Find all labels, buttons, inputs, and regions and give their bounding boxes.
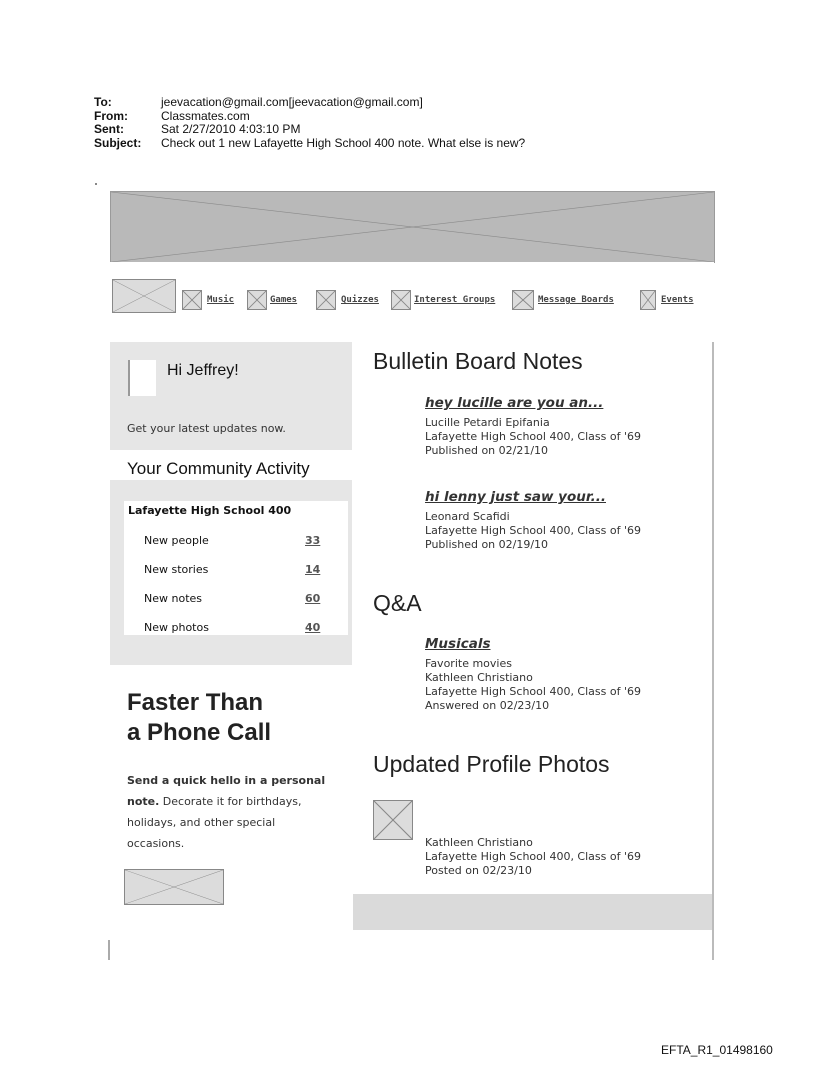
avatar (128, 360, 156, 396)
image-placeholder-icon (248, 291, 266, 309)
image-placeholder-icon (183, 291, 201, 309)
nav-link-quizzes[interactable]: Quizzes (341, 295, 379, 305)
subject-label: Subject: (94, 135, 142, 150)
promo-button-image[interactable] (124, 869, 224, 905)
note-date: Published on 02/21/10 (425, 444, 549, 457)
nav-link-message-boards[interactable]: Message Boards (538, 295, 614, 305)
note-author: Lucille Petardi Epifania (425, 416, 550, 429)
nav-link-games[interactable]: Games (270, 295, 298, 305)
nav-link-events[interactable]: Events (661, 295, 694, 305)
community-title: Your Community Activity (127, 459, 310, 478)
sent-label: Sent: (94, 122, 124, 136)
stat-label: New people (144, 534, 209, 547)
note-date: Published on 02/19/10 (425, 538, 549, 551)
interest-groups-icon[interactable] (391, 290, 411, 310)
subject-value: Check out 1 new Lafayette High School 400 note. What else is new? (161, 135, 526, 150)
to-label: To: (94, 95, 112, 109)
image-placeholder-icon (113, 280, 175, 312)
image-placeholder-icon (317, 291, 335, 309)
school-name: Lafayette High School 400 (128, 504, 292, 517)
stat-count-link[interactable]: 14 (305, 563, 321, 576)
message-boards-icon[interactable] (512, 290, 534, 310)
nav-link-music[interactable]: Music (207, 295, 235, 305)
qa-title: Q&A (373, 590, 422, 616)
quizzes-icon[interactable] (316, 290, 336, 310)
qa-date: Answered on 02/23/10 (425, 699, 550, 712)
note-author: Leonard Scafidi (425, 510, 510, 523)
note-title-link[interactable]: hey lucille are you an... (425, 395, 604, 411)
promo-bold-text: Send a quick hello in a personal note. (127, 774, 326, 808)
to-value: jeevacation@gmail.com[jeevacation@gmail.com] (161, 95, 423, 109)
sent-value: Sat 2/27/2010 4:03:10 PM (161, 122, 301, 136)
stat-count-link[interactable]: 40 (305, 621, 321, 634)
promo-body (127, 770, 327, 854)
image-placeholder-icon (641, 291, 655, 309)
stat-label: New stories (144, 563, 209, 576)
sidebar-top-gap (110, 326, 352, 342)
bulletin-title: Bulletin Board Notes (373, 348, 583, 374)
content-footer (353, 894, 712, 930)
promo-title-line: a Phone Call (127, 719, 272, 746)
promo-text: Decorate it for birthdays, holidays, and other special occasions. (127, 795, 302, 850)
image-placeholder-icon (392, 291, 410, 309)
from-label: From: (94, 108, 128, 123)
promo-title-line: Faster Than (127, 689, 264, 716)
stray-dot (95, 183, 97, 185)
music-icon[interactable] (182, 290, 202, 310)
left-edge (108, 940, 110, 960)
greeting: Hi Jeffrey! (167, 362, 239, 379)
image-placeholder-icon (111, 192, 714, 262)
banner-image (110, 191, 715, 263)
image-placeholder-icon (513, 291, 533, 309)
photo-school: Lafayette High School 400, Class of '69 (425, 850, 641, 863)
document-id: EFTA_R1_01498160 (661, 1043, 773, 1057)
image-placeholder-icon (125, 870, 223, 904)
qa-category: Favorite movies (425, 657, 512, 670)
events-icon[interactable] (640, 290, 656, 310)
games-icon[interactable] (247, 290, 267, 310)
photos-title: Updated Profile Photos (373, 751, 610, 777)
from-value: Classmates.com (161, 108, 250, 123)
right-edge (712, 342, 714, 960)
image-placeholder-icon (374, 801, 412, 839)
logo-image[interactable] (112, 279, 176, 313)
promo-title (127, 688, 271, 748)
email-header (94, 96, 525, 150)
nav-link-interest-groups[interactable]: Interest Groups (414, 295, 496, 305)
profile-photo[interactable] (373, 800, 413, 840)
qa-title-link[interactable]: Musicals (425, 636, 491, 652)
stat-label: New photos (144, 621, 209, 634)
stat-label: New notes (144, 592, 203, 605)
updates-link[interactable]: Get your latest updates now. (127, 422, 286, 435)
stat-count-link[interactable]: 60 (305, 592, 321, 605)
qa-author: Kathleen Christiano (425, 671, 533, 684)
note-title-link[interactable]: hi lenny just saw your... (425, 489, 606, 505)
note-school: Lafayette High School 400, Class of '69 (425, 430, 641, 443)
photo-author: Kathleen Christiano (425, 836, 533, 849)
note-school: Lafayette High School 400, Class of '69 (425, 524, 641, 537)
qa-school: Lafayette High School 400, Class of '69 (425, 685, 641, 698)
stat-count-link[interactable]: 33 (305, 534, 321, 547)
photo-date: Posted on 02/23/10 (425, 864, 532, 877)
